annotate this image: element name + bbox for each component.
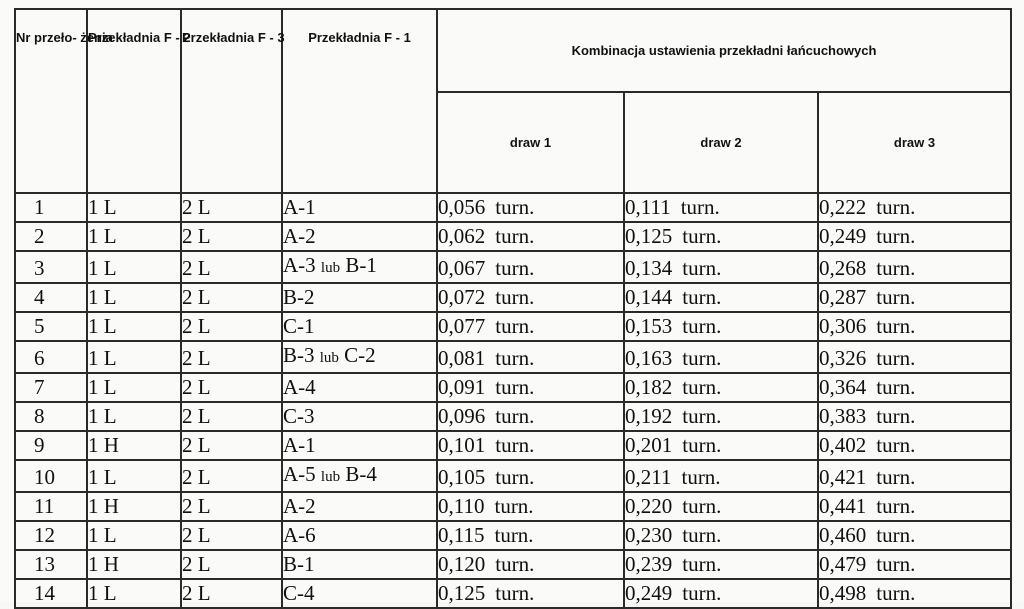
cell-f2: 1 L: [87, 402, 181, 431]
unit-label: turn.: [681, 465, 721, 489]
header-draw3: draw 3: [818, 92, 1011, 193]
draw-value: 0,479: [819, 552, 867, 576]
gear-ratio-table: [14, 8, 1012, 609]
cell-f3: 2 L: [181, 373, 282, 402]
f1-value: C-1: [283, 314, 315, 338]
cell-draw2: [624, 521, 818, 550]
table-row: [15, 460, 1011, 492]
unit-label: turn.: [876, 375, 916, 399]
cell-f1: [282, 492, 437, 521]
cell-draw1: [437, 373, 624, 402]
draw-value: 0,077: [438, 314, 486, 338]
cell-draw1: [437, 222, 624, 251]
cell-draw2: [624, 341, 818, 373]
f1-value: B-2: [283, 285, 315, 309]
unit-label: turn.: [495, 581, 535, 605]
table-row: [15, 579, 1011, 608]
table-row: [15, 283, 1011, 312]
cell-draw1: [437, 521, 624, 550]
unit-label: turn.: [876, 581, 916, 605]
draw-value: 0,081: [438, 346, 486, 370]
f1-value: A-4: [283, 375, 316, 399]
draw-value: 0,498: [819, 581, 867, 605]
unit-label: turn.: [494, 494, 534, 518]
draw-value: 0,096: [438, 404, 486, 428]
table-body: [15, 193, 1011, 608]
cell-f1: [282, 521, 437, 550]
cell-nr: 14: [15, 579, 87, 608]
cell-draw2: [624, 222, 818, 251]
cell-f2: 1 H: [87, 550, 181, 579]
cell-draw2: [624, 283, 818, 312]
cell-draw2: [624, 373, 818, 402]
draw-value: 0,230: [625, 523, 673, 547]
cell-draw2: [624, 402, 818, 431]
cell-draw2: [624, 492, 818, 521]
table-row: [15, 193, 1011, 222]
cell-f3: 2 L: [181, 492, 282, 521]
f1-alt-value: B-1: [345, 253, 377, 277]
cell-draw1: [437, 312, 624, 341]
draw-value: 0,120: [438, 552, 486, 576]
cell-f1: [282, 283, 437, 312]
f1-alt-value: C-2: [344, 343, 376, 367]
unit-label: turn.: [682, 346, 722, 370]
header-f1: Przekładnia F - 1: [282, 9, 437, 193]
header-draw1: draw 1: [437, 92, 624, 193]
unit-label: turn.: [495, 224, 535, 248]
draw-value: 0,125: [438, 581, 486, 605]
cell-f3: 2 L: [181, 521, 282, 550]
unit-label: turn.: [876, 285, 916, 309]
cell-f1: [282, 550, 437, 579]
cell-nr: 13: [15, 550, 87, 579]
table-row: [15, 251, 1011, 283]
f1-value: A-1: [283, 195, 316, 219]
draw-value: 0,110: [438, 494, 485, 518]
draw-value: 0,441: [819, 494, 867, 518]
cell-f3: 2 L: [181, 341, 282, 373]
draw-value: 0,125: [625, 224, 673, 248]
cell-draw2: [624, 431, 818, 460]
table-row: [15, 312, 1011, 341]
cell-draw1: [437, 341, 624, 373]
header-f2: Przekładnia F - 2: [87, 9, 181, 193]
cell-draw1: [437, 550, 624, 579]
table-row: [15, 521, 1011, 550]
draw-value: 0,460: [819, 523, 867, 547]
cell-f3: 2 L: [181, 312, 282, 341]
unit-label: turn.: [495, 346, 535, 370]
draw-value: 0,163: [625, 346, 673, 370]
cell-nr: 4: [15, 283, 87, 312]
unit-label: turn.: [876, 523, 916, 547]
cell-draw2: [624, 460, 818, 492]
unit-label: turn.: [876, 494, 916, 518]
cell-f1: [282, 460, 437, 492]
f1-value: B-3: [283, 343, 315, 367]
cell-draw2: [624, 312, 818, 341]
table-row: [15, 550, 1011, 579]
table-row: [15, 402, 1011, 431]
header-nr: Nr przeło- żenia: [15, 9, 87, 193]
f1-value: A-2: [283, 494, 316, 518]
cell-draw2: [624, 550, 818, 579]
unit-label: turn.: [876, 433, 916, 457]
f1-value: A-6: [283, 523, 316, 547]
draw-value: 0,153: [625, 314, 673, 338]
cell-f1: [282, 431, 437, 460]
unit-label: turn.: [682, 285, 722, 309]
unit-label: turn.: [495, 404, 535, 428]
unit-label: turn.: [682, 256, 722, 280]
draw-value: 0,249: [819, 224, 867, 248]
cell-nr: 6: [15, 341, 87, 373]
cell-nr: 9: [15, 431, 87, 460]
draw-value: 0,067: [438, 256, 486, 280]
unit-label: turn.: [495, 195, 535, 219]
draw-value: 0,072: [438, 285, 486, 309]
unit-label: turn.: [876, 224, 916, 248]
cell-f3: 2 L: [181, 402, 282, 431]
cell-f1: [282, 341, 437, 373]
draw-value: 0,249: [625, 581, 673, 605]
cell-draw1: [437, 431, 624, 460]
unit-label: turn.: [682, 581, 722, 605]
unit-label: turn.: [495, 256, 535, 280]
draw-value: 0,239: [625, 552, 673, 576]
draw-value: 0,201: [625, 433, 673, 457]
cell-f2: 1 H: [87, 492, 181, 521]
cell-f2: 1 L: [87, 521, 181, 550]
unit-label: turn.: [682, 523, 722, 547]
cell-f2: 1 L: [87, 341, 181, 373]
draw-value: 0,222: [819, 195, 867, 219]
cell-f1: [282, 222, 437, 251]
cell-f3: 2 L: [181, 222, 282, 251]
cell-f3: 2 L: [181, 251, 282, 283]
f1-alt-value: B-4: [345, 462, 377, 486]
cell-nr: 8: [15, 402, 87, 431]
cell-nr: 10: [15, 460, 87, 492]
cell-draw2: [624, 579, 818, 608]
cell-f2: 1 L: [87, 283, 181, 312]
f1-value: A-3: [283, 253, 316, 277]
table-row: [15, 431, 1011, 460]
cell-f2: 1 L: [87, 193, 181, 222]
cell-draw3: [818, 550, 1011, 579]
f1-connector: lub: [320, 469, 341, 485]
cell-draw1: [437, 492, 624, 521]
draw-value: 0,220: [625, 494, 673, 518]
draw-value: 0,402: [819, 433, 867, 457]
draw-value: 0,101: [438, 433, 486, 457]
draw-value: 0,306: [819, 314, 867, 338]
unit-label: turn.: [495, 433, 535, 457]
cell-draw3: [818, 492, 1011, 521]
draw-value: 0,326: [819, 346, 867, 370]
cell-f2: 1 L: [87, 222, 181, 251]
unit-label: turn.: [682, 314, 722, 338]
draw-value: 0,105: [438, 465, 486, 489]
unit-label: turn.: [876, 552, 916, 576]
f1-value: C-4: [283, 581, 315, 605]
header-f3: Przekładnia F - 3: [181, 9, 282, 193]
cell-draw3: [818, 312, 1011, 341]
draw-value: 0,421: [819, 465, 867, 489]
cell-draw1: [437, 193, 624, 222]
cell-f2: 1 L: [87, 251, 181, 283]
draw-value: 0,134: [625, 256, 673, 280]
cell-f2: 1 H: [87, 431, 181, 460]
cell-nr: 12: [15, 521, 87, 550]
cell-draw1: [437, 579, 624, 608]
cell-f2: 1 L: [87, 373, 181, 402]
cell-f1: [282, 402, 437, 431]
f1-connector: lub: [319, 350, 339, 366]
unit-label: turn.: [876, 465, 916, 489]
table-row: [15, 373, 1011, 402]
unit-label: turn.: [682, 552, 722, 576]
f1-value: A-2: [283, 224, 316, 248]
cell-draw1: [437, 251, 624, 283]
unit-label: turn.: [876, 256, 916, 280]
cell-f3: 2 L: [181, 460, 282, 492]
cell-draw3: [818, 402, 1011, 431]
cell-draw3: [818, 283, 1011, 312]
draw-value: 0,383: [819, 404, 867, 428]
draw-value: 0,182: [625, 375, 673, 399]
unit-label: turn.: [682, 433, 722, 457]
cell-draw3: [818, 521, 1011, 550]
unit-label: turn.: [495, 552, 535, 576]
cell-draw2: [624, 193, 818, 222]
cell-f1: [282, 579, 437, 608]
unit-label: turn.: [495, 285, 535, 309]
f1-connector: lub: [320, 260, 341, 276]
unit-label: turn.: [682, 494, 722, 518]
cell-draw3: [818, 373, 1011, 402]
draw-value: 0,144: [625, 285, 673, 309]
cell-draw3: [818, 193, 1011, 222]
draw-value: 0,115: [438, 523, 485, 547]
cell-f1: [282, 373, 437, 402]
draw-value: 0,056: [438, 195, 486, 219]
cell-draw1: [437, 402, 624, 431]
draw-value: 0,287: [819, 285, 867, 309]
unit-label: turn.: [495, 314, 535, 338]
header-draw2: draw 2: [624, 92, 818, 193]
cell-nr: 3: [15, 251, 87, 283]
f1-value: A-5: [283, 462, 316, 486]
header-combination: Kombinacja ustawienia przekładni łańcuchowych: [437, 9, 1011, 92]
cell-f1: [282, 251, 437, 283]
f1-value: B-1: [283, 552, 315, 576]
draw-value: 0,268: [819, 256, 867, 280]
cell-f3: 2 L: [181, 431, 282, 460]
cell-f2: 1 L: [87, 460, 181, 492]
cell-f1: [282, 193, 437, 222]
cell-draw3: [818, 431, 1011, 460]
cell-nr: 7: [15, 373, 87, 402]
draw-value: 0,211: [625, 465, 672, 489]
cell-nr: 5: [15, 312, 87, 341]
unit-label: turn.: [876, 314, 916, 338]
table-row: [15, 222, 1011, 251]
unit-label: turn.: [682, 404, 722, 428]
cell-nr: 11: [15, 492, 87, 521]
cell-f1: [282, 312, 437, 341]
cell-draw2: [624, 251, 818, 283]
f1-value: A-1: [283, 433, 316, 457]
f1-value: C-3: [283, 404, 315, 428]
cell-f3: 2 L: [181, 283, 282, 312]
cell-nr: 1: [15, 193, 87, 222]
unit-label: turn.: [876, 346, 916, 370]
cell-f2: 1 L: [87, 312, 181, 341]
cell-draw3: [818, 460, 1011, 492]
unit-label: turn.: [876, 195, 916, 219]
cell-nr: 2: [15, 222, 87, 251]
unit-label: turn.: [495, 465, 535, 489]
cell-f2: 1 L: [87, 579, 181, 608]
cell-draw1: [437, 460, 624, 492]
draw-value: 0,062: [438, 224, 486, 248]
unit-label: turn.: [680, 195, 720, 219]
table-row: [15, 341, 1011, 373]
unit-label: turn.: [682, 375, 722, 399]
draw-value: 0,192: [625, 404, 673, 428]
cell-f3: 2 L: [181, 579, 282, 608]
draw-value: 0,364: [819, 375, 867, 399]
table-row: [15, 492, 1011, 521]
unit-label: turn.: [876, 404, 916, 428]
cell-draw3: [818, 341, 1011, 373]
unit-label: turn.: [494, 523, 534, 547]
cell-draw3: [818, 579, 1011, 608]
cell-f3: 2 L: [181, 193, 282, 222]
draw-value: 0,091: [438, 375, 486, 399]
unit-label: turn.: [495, 375, 535, 399]
cell-f3: 2 L: [181, 550, 282, 579]
unit-label: turn.: [682, 224, 722, 248]
cell-draw3: [818, 251, 1011, 283]
cell-draw3: [818, 222, 1011, 251]
cell-draw1: [437, 283, 624, 312]
draw-value: 0,111: [625, 195, 671, 219]
